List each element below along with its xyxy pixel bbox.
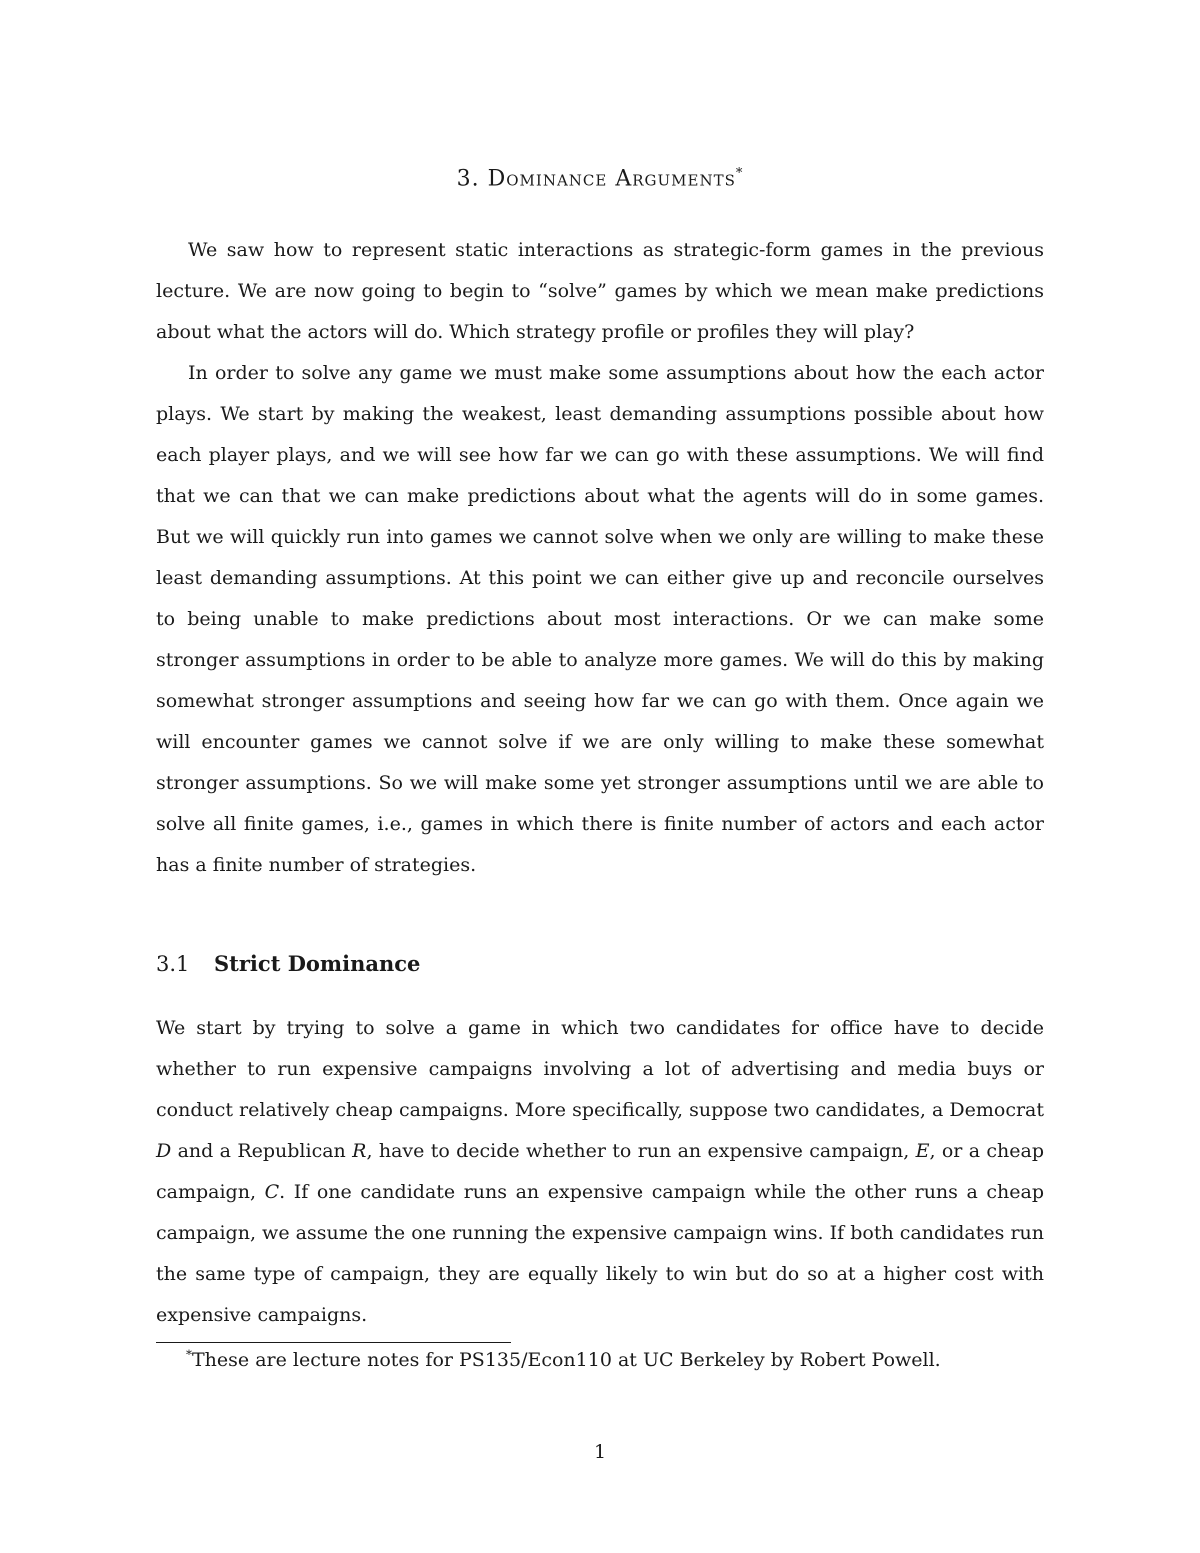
page-title: [0, 160, 1200, 193]
section-heading: [156, 948, 1044, 980]
intro-paragraph-1: We saw how to represent static interactions as strategic-form games in the previous lecture. We are now going to begin to “solve” games by which we mean make predictions about what the actors will do. Which strategy profile or profiles they will play?: [156, 239, 1044, 343]
title-text: 3. Dominance Arguments: [456, 166, 736, 192]
footnote-rule: [156, 1342, 511, 1343]
page-number: 1: [593, 1441, 607, 1463]
footnote: [186, 1346, 1044, 1374]
intro-section: [156, 230, 1044, 886]
variable-d: D: [156, 1140, 172, 1162]
section-body: [156, 1008, 1044, 1336]
section-text-2: and a Republican: [171, 1140, 353, 1162]
variable-c: C: [264, 1181, 280, 1203]
section-text-4: , or a cheap campaign,: [156, 1140, 1045, 1203]
section-paragraph: [156, 1008, 1044, 1336]
section-text-3: , have to decide whether to run an expensive campaign,: [366, 1140, 916, 1162]
section-number: 3.1: [156, 952, 190, 976]
section-title: Strict Dominance: [214, 951, 421, 976]
section-text-5: . If one candidate runs an expensive campaign while the other runs a cheap campaign, we assume the one running the expensive campaign wins. If both candidates run the same type of campaign, they are equally likely to win but do so at a higher cost with expensive campaigns.: [156, 1181, 1045, 1326]
title-footnote-marker: *: [735, 166, 744, 181]
section-text-1: We start by trying to solve a game in which two candidates for office have to decide whether to run expensive campaigns involving a lot of advertising and media buys or conduct relatively cheap campaigns. More specifically, suppose two candidates, a Democrat: [156, 1017, 1044, 1121]
footnote-marker: *: [186, 1347, 192, 1362]
intro-paragraph-2: In order to solve any game we must make some assumptions about how the each actor plays. We start by making the weakest, least demanding assumptions possible about how each player plays, and we will see how far we can go with these assumptions. We will find that we can that we can make predictions about what the agents will do in some games. But we will quickly run into games we cannot solve when we only are willing to make these least demanding assumptions. At this point we can either give up and reconcile ourselves to being unable to make predictions about most interactions. Or we can make some stronger assumptions in order to be able to analyze more games. We will do this by making somewhat stronger assumptions and seeing how far we can go with them. Once again we will encounter games we cannot solve if we are only willing to make these somewhat stronger assumptions. So we will make some yet stronger assumptions until we are able to solve all finite games, i.e., games in which there is finite number of actors and each actor has a finite number of strategies.: [156, 362, 1044, 876]
footnote-text: These are lecture notes for PS135/Econ110 at UC Berkeley by Robert Powell.: [192, 1349, 941, 1371]
variable-e: E: [915, 1140, 930, 1162]
variable-r: R: [352, 1140, 367, 1162]
